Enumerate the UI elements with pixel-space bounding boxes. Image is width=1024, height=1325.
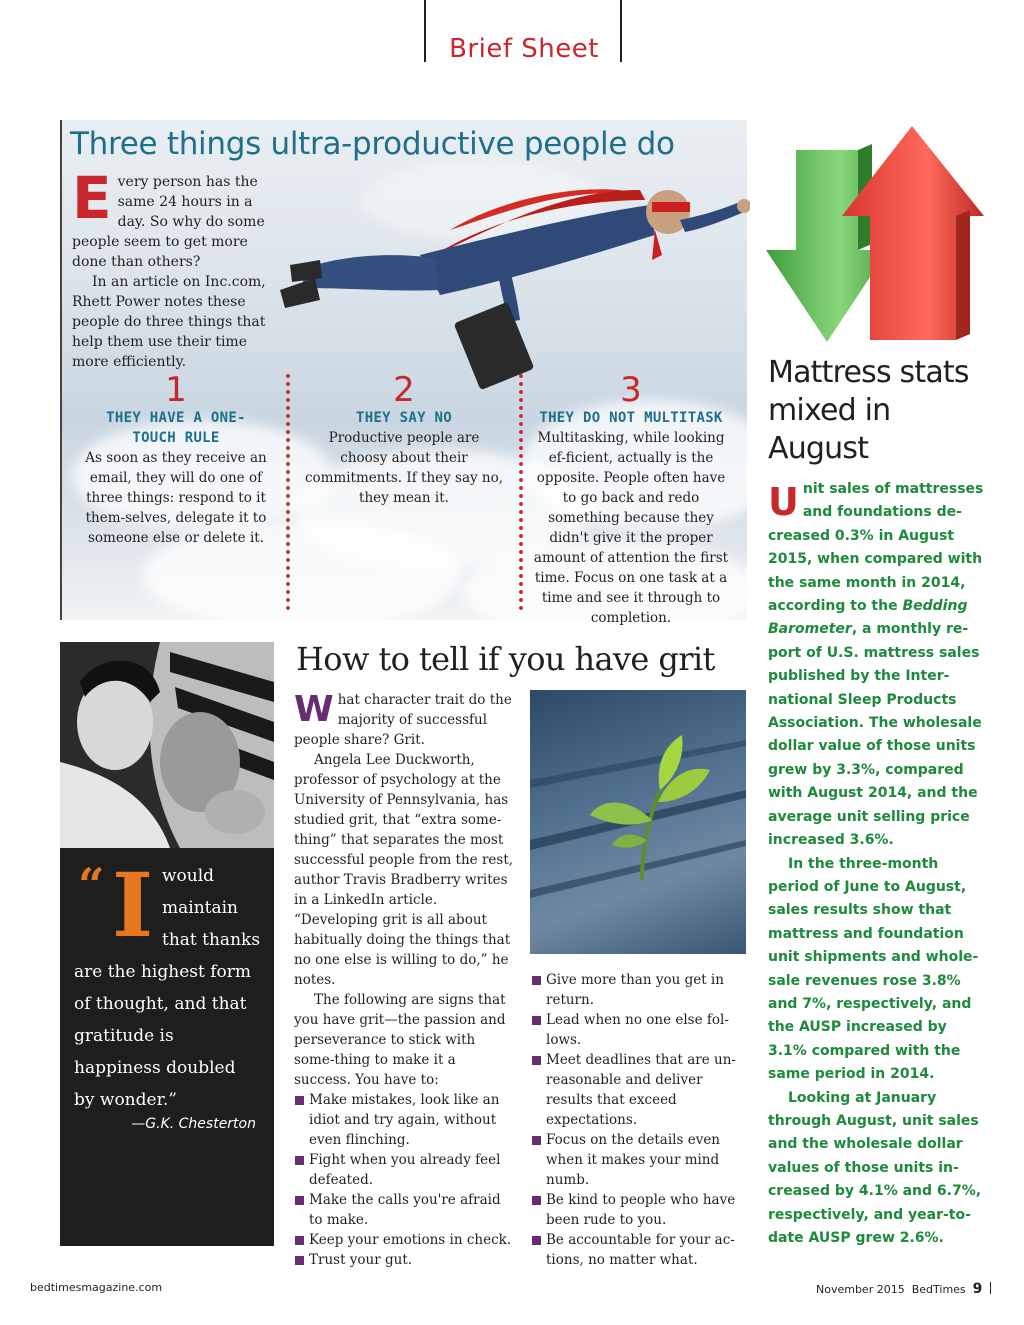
productivity-title: Three things ultra-productive people do (70, 126, 675, 162)
list-item: Keep your emotions in check. (294, 1230, 514, 1250)
mattress-paragraph-1 (768, 478, 990, 853)
quote-line: by wonder.” (74, 1090, 177, 1110)
quote-line: that thanks (162, 930, 261, 950)
tip-heading: THEY DO NOT MULTITASK (539, 410, 723, 426)
column-divider (519, 372, 523, 612)
tip-2 (304, 372, 504, 508)
bedding-barometer-name: Bedding Barometer (768, 598, 968, 638)
list-item: Trust your gut. (294, 1250, 514, 1270)
tip-heading: THEY SAY NO (355, 410, 453, 426)
grit-column-1 (294, 690, 514, 1270)
list-item: Meet deadlines that are un-reasonable and deliver results that exceed expectations. (531, 1050, 745, 1130)
intro-paragraph-1: very person has the same 24 hours in a day. So why do some people seem to get more done than others? (72, 174, 265, 270)
flying-businessman-illustration (260, 160, 750, 390)
tip-number: 3 (620, 370, 642, 410)
footer-rule (990, 1282, 991, 1294)
tip-text: Multitasking, while looking ef-ficient, actually is the opposite. People often have to go back and redo something because they didn't give it the proper amount of attention the first time. Focus on one task at a time and see it through to completion. (533, 430, 729, 626)
tip-heading: THEY HAVE A ONE-TOUCH RULE (106, 410, 246, 446)
up-down-arrows-icon (762, 120, 988, 352)
quote-box (60, 848, 274, 1246)
footer-issue-text: November 2015 BedTimes (816, 1283, 966, 1296)
quote-dropcap: I (112, 853, 154, 957)
mattress-paragraph-3: Looking at January through August, unit sales and the wholesale dollar values of those units in-creased by 4.1% and 6.7%, respectively, and year-to-date AUSP grew 2.6%. (768, 1089, 982, 1246)
productivity-intro (72, 164, 278, 372)
mattress-text: , a monthly re-port of U.S. mattress sales published by the Inter-national Sleep Products Association. The wholesale dollar value of those units grew by 3.3%, compared with August 2014, and the average unit selling price increased 3.6%. (768, 621, 982, 849)
list-item: Lead when no one else fol-lows. (531, 1010, 745, 1050)
mattress-title: Mattress stats mixed in August (768, 355, 969, 466)
grit-title: How to tell if you have grit (296, 640, 715, 678)
list-item: Be kind to people who have been rude to you. (531, 1190, 745, 1230)
grit-dropcap: W (294, 689, 334, 730)
sprout-illustration (530, 690, 746, 954)
list-item: Focus on the details even when it makes your mind numb. (531, 1130, 745, 1190)
quote-line: maintain (162, 898, 238, 918)
quote-mark-icon: “ (78, 858, 105, 912)
quote-line: happiness doubled (74, 1058, 236, 1078)
grit-paragraph-2: Angela Lee Duckworth, professor of psychology at the University of Pennsylvania, has studied grit, that “extra some-thing” that separates the most successful people from the rest, author Travis Bradberry writes in a LinkedIn article. “Developing grit is all about habitually doing the things that no one else is willing to do,” he notes. (294, 752, 514, 988)
mattress-paragraph-2: In the three-month period of June to August, sales results show that mattress and foundation unit shipments and whole-sale revenues rose 3.8% and 7%, respectively, and the AUSP increased by 3.1% compared with the same period in 2014. (768, 855, 979, 1083)
list-item: Be accountable for your ac-tions, no matter what. (531, 1230, 745, 1270)
list-item: Give more than you get in return. (531, 970, 745, 1010)
mattress-body (768, 478, 990, 1250)
sprout-photo (530, 690, 746, 954)
section-title: Brief Sheet (449, 34, 599, 64)
intro-dropcap: E (72, 164, 112, 232)
page-number: 9 (972, 1281, 983, 1297)
tip-3 (530, 372, 732, 628)
quote-line: of thought, and that (74, 994, 247, 1014)
mattress-dropcap: U (768, 480, 799, 524)
grit-list-b (531, 970, 745, 1270)
list-item: Make mistakes, look like an idiot and try again, without even flinching. (294, 1090, 514, 1150)
grit-paragraph-3: The following are signs that you have grit—the passion and perseverance to stick with some-thing to make it a success. You have to: (294, 992, 506, 1088)
tip-number: 1 (165, 370, 187, 410)
grit-paragraph-1: hat character trait do the majority of successful people share? Grit. (294, 692, 512, 748)
footer-issue (816, 1281, 991, 1297)
footer-website: bedtimesmagazine.com (30, 1281, 163, 1294)
tip-number: 2 (393, 370, 415, 410)
tip-text: Productive people are choosy about their commitments. If they say no, they mean it. (304, 430, 504, 506)
photo-illustration (60, 642, 274, 848)
list-item: Fight when you already feel defeated. (294, 1150, 514, 1190)
tip-text: As soon as they receive an email, they will do one of three things: respond to it them-selves, delegate it to someone else or delete it. (85, 450, 267, 546)
quote-line: are the highest form (74, 962, 251, 982)
intro-paragraph-2: In an article on Inc.com, Rhett Power notes these people do three things that help them use their time more efficiently. (72, 274, 266, 370)
quote-line: would (162, 866, 215, 886)
list-item: Make the calls you're afraid to make. (294, 1190, 514, 1230)
tip-1 (72, 372, 280, 548)
quote-author: —G.K. Chesterton (131, 1116, 256, 1132)
grit-list-a (294, 1090, 514, 1270)
grit-column-2 (531, 970, 745, 1270)
quote-line: gratitude is (74, 1026, 174, 1046)
grandmother-child-photo (60, 642, 274, 848)
column-divider (286, 372, 290, 612)
mattress-text: nit sales of mattresses and foundations de-creased 0.3% in August 2015, when compared with the same month in 2014, according to the (768, 481, 984, 615)
